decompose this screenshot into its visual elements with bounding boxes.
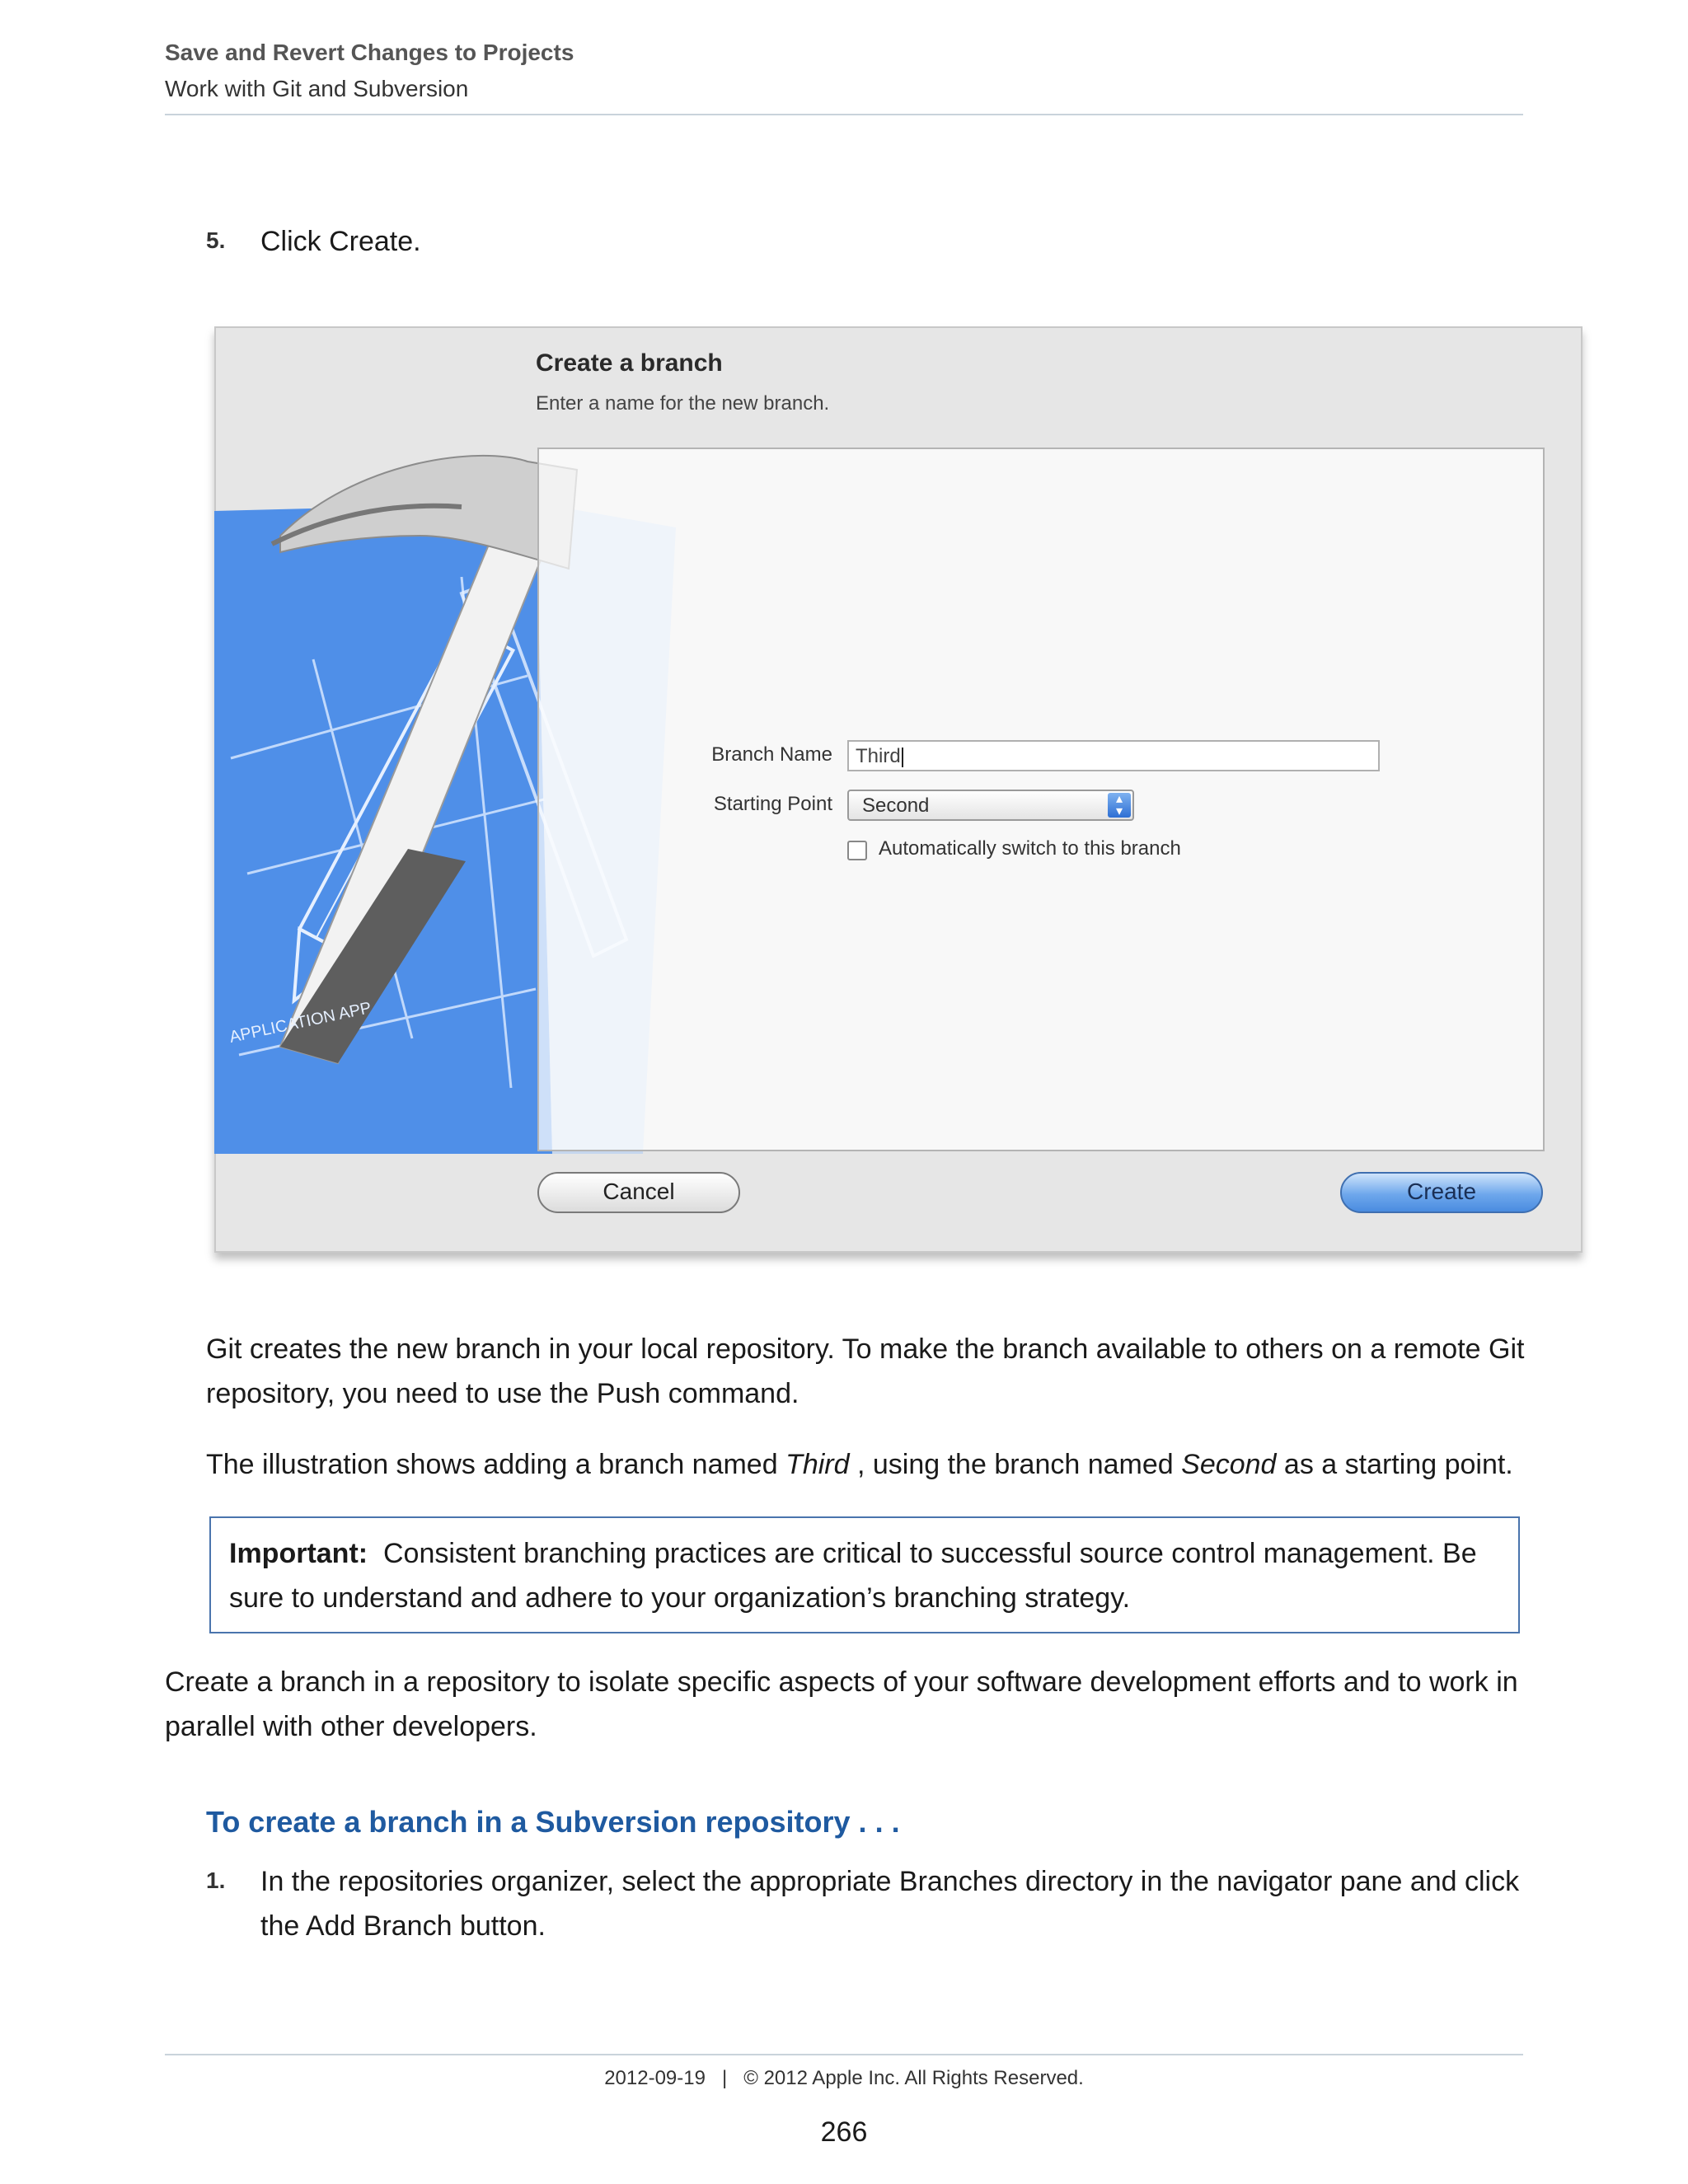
auto-switch-label: Automatically switch to this branch [879,837,1181,860]
starting-point-value: Second [862,794,930,817]
starting-point-label: Starting Point [713,793,832,815]
footer-separator: | [721,2067,728,2089]
branch-name-input[interactable] [847,740,1380,771]
cancel-button[interactable]: Cancel [537,1172,740,1213]
paragraph-illustration [206,1442,1574,1487]
footer-date: 2012-09-19 [604,2067,706,2089]
step-text: In the repositories organizer, select the appropriate Branches directory in the navigator pane and click the Add Branch button. [260,1866,1520,1942]
blueprint-label: APPLICATION APP [227,998,373,1047]
page-number: 266 [820,2116,868,2148]
text-run: as a starting point. [1276,1449,1513,1480]
footer-copyright-text: © 2012 Apple Inc. All Rights Reserved. [743,2067,1084,2089]
running-header-subtitle: Work with Git and Subversion [165,76,469,101]
branch-name-emphasis: Second [1181,1449,1277,1480]
starting-point-popup[interactable] [847,790,1134,821]
step-text: Click Create. [260,226,421,257]
running-header-title: Save and Revert Changes to Projects [165,40,574,65]
create-button[interactable]: Create [1340,1172,1543,1213]
footer-divider [165,2054,1523,2055]
task-heading: To create a branch in a Subversion repository . . . [206,1805,900,1839]
auto-switch-checkbox[interactable] [847,841,867,860]
branch-name-label: Branch Name [711,743,832,766]
paragraph-git-push: Git creates the new branch in your local repository. To make the branch available to others on a remote Git repository, you need to use the Push command. [206,1333,1525,1409]
step-number: 5. [206,227,226,253]
important-callout [209,1516,1520,1633]
branch-name-emphasis: Third [785,1449,850,1480]
branch-name-value: Third [856,745,901,767]
updown-arrows-icon: ▴ ▾ [1108,793,1131,818]
dialog-subtitle: Enter a name for the new branch. [536,392,830,415]
text-run: The illustration shows adding a branch named [206,1449,786,1480]
important-label: Important: [229,1538,368,1569]
paragraph-branch-purpose: Create a branch in a repository to isolate specific aspects of your software development efforts and to work in parallel with other developers. [165,1666,1518,1742]
header-divider [165,114,1523,115]
dialog-title: Create a branch [536,349,723,377]
text-caret [902,748,903,767]
footer-copyright [0,2067,1688,2090]
step-number: 1. [206,1868,226,1893]
important-text: Consistent branching practices are critical to successful source control management. Be sure to understand and adhere to your organization’s branching strategy. [229,1538,1477,1614]
text-run: , using the branch named [849,1449,1182,1480]
